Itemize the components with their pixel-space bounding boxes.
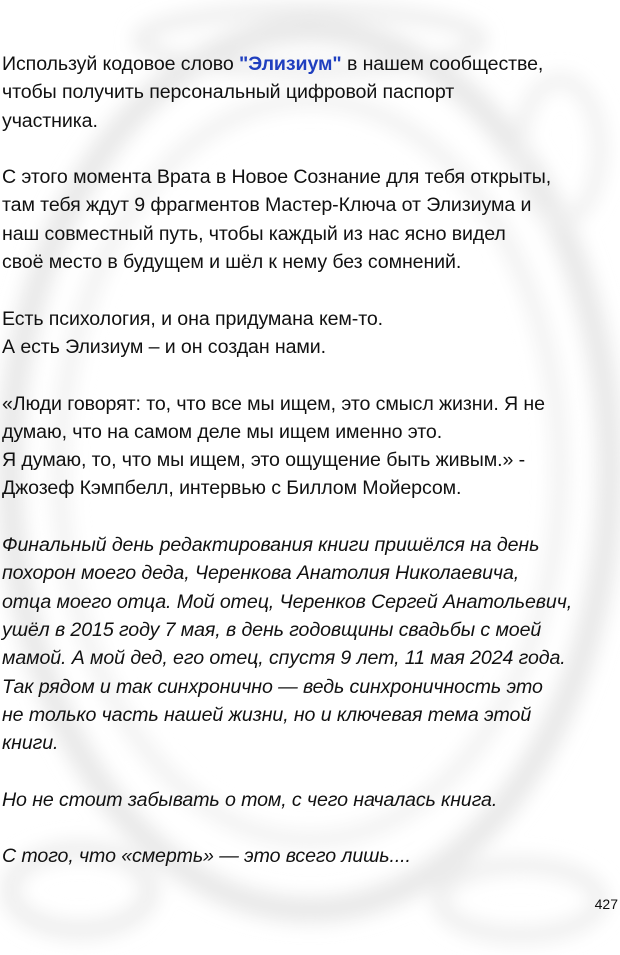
text-line: участника. [2, 109, 98, 132]
text-line: Есть психология, и она придумана кем-то. [2, 307, 384, 330]
paragraph-remember [2, 786, 616, 814]
text-after-keyword: в нашем сообществе, [341, 53, 544, 75]
paragraph-death [2, 842, 616, 870]
paragraph-quote [2, 390, 616, 503]
document-body [2, 50, 616, 899]
paragraph-gates [2, 163, 616, 276]
text-line: «Люди говорят: то, что все мы ищем, это смысл жизни. Я не [2, 392, 545, 415]
text-line: там тебя ждут 9 фрагментов Мастер-Ключа от Элизиума и [2, 194, 532, 217]
paragraph-invitation [2, 50, 616, 135]
text-line: чтобы получить персональный цифровой паспорт [2, 81, 455, 104]
text-line: думаю, что на самом деле мы ищем именно это. [2, 420, 443, 443]
text-line: Я думаю, то, что мы ищем, это ощущение быть живым.» - [2, 449, 526, 472]
text-line: Но не стоит забывать о том, с чего началась книга. [2, 788, 498, 811]
text-line: наш совместный путь, чтобы каждый из нас ясно видел [2, 222, 506, 245]
text-line: книги. [2, 732, 59, 755]
text-line: Так рядом и так синхронично — ведь синхроничность это [2, 675, 543, 698]
text-before-keyword: Используй кодовое слово [2, 53, 240, 75]
keyword-elysium: "Элизиум" [239, 53, 342, 75]
text-line: С того, что «смерть» — это всего лишь.... [2, 845, 411, 868]
text-line: похорон моего деда, Черенкова Анатолия Николаевича, [2, 562, 520, 585]
text-line: ушёл в 2015 году 7 мая, в день годовщины свадьбы с моей [2, 618, 542, 641]
text-line: А есть Элизиум – и он создан нами. [2, 335, 326, 358]
text-line [2, 50, 616, 78]
paragraph-final-day [2, 531, 616, 757]
page-number: 427 [594, 896, 618, 912]
text-line: своё место в будущем и шёл к нему без сомнений. [2, 251, 462, 274]
text-line: мамой. А мой дед, его отец, спустя 9 лет, 11 мая 2024 года. [2, 647, 566, 670]
paragraph-psychology [2, 305, 616, 362]
text-line: Финальный день редактирования книги пришёлся на день [2, 534, 540, 557]
text-line: не только часть нашей жизни, но и ключевая тема этой [2, 703, 532, 726]
text-line: С этого момента Врата в Новое Сознание для тебя открыты, [2, 166, 552, 189]
text-line: Джозеф Кэмпбелл, интервью с Биллом Мойерсом. [2, 477, 462, 500]
text-line: отца моего отца. Мой отец, Черенков Сергей Анатольевич, [2, 590, 573, 613]
